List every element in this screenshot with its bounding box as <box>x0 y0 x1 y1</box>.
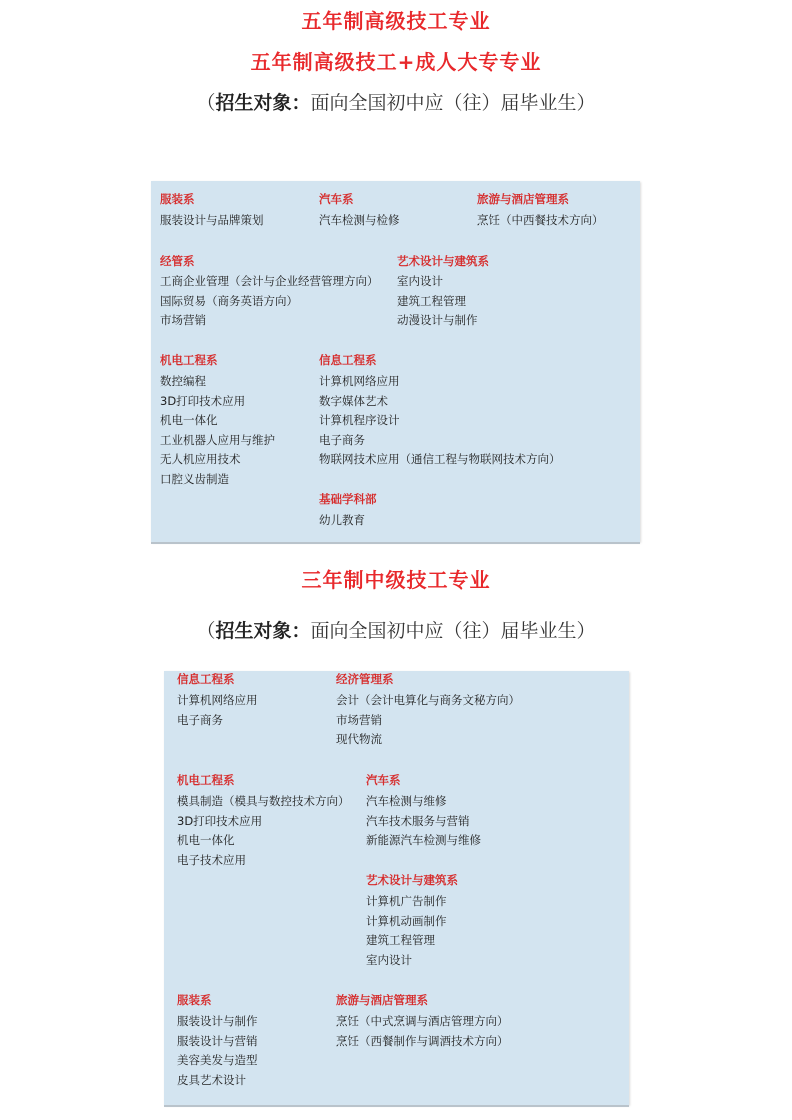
dept-basic-majors <box>319 511 365 531</box>
dept-clothing: 服装系 <box>160 192 195 206</box>
dept-mechatronics: 机电工程系 <box>160 353 218 367</box>
major-item: 计算机网络应用 <box>177 693 258 707</box>
major-item: 会计（会计电算化与商务文秘方向） <box>336 693 520 707</box>
major-item: 物联网技术应用（通信工程与物联网技术方向） <box>319 452 561 467</box>
major-item: 机电一体化 <box>160 413 218 428</box>
dept-auto-majors <box>319 211 400 231</box>
dept-management-majors <box>160 272 379 331</box>
dept-art-architecture: 艺术设计与建筑系 <box>397 254 489 268</box>
dept-mechatronics: 机电工程系 <box>177 773 235 787</box>
three-year-title: 三年制中级技工专业 <box>301 568 491 592</box>
major-item: 市场营销 <box>160 313 206 328</box>
major-item: 电子商务 <box>177 712 223 727</box>
dept-art-majors <box>397 272 478 331</box>
open-paren: （ <box>196 92 216 114</box>
enrollment-label: 招生对象： <box>215 620 311 642</box>
major-item: 数控编程 <box>160 374 206 388</box>
major-item: 汽车检测与检修 <box>319 213 400 227</box>
enrollment-target-2 <box>0 619 792 643</box>
major-item: 烹饪（中西餐技术方向） <box>477 213 604 227</box>
five-year-majors-panel <box>151 181 640 542</box>
dept-basic-subjects: 基础学科部 <box>319 492 377 506</box>
major-item: 汽车检测与维修 <box>366 794 447 808</box>
dept-info-majors <box>319 372 561 470</box>
enrollment-label: 招生对象： <box>215 92 311 114</box>
five-year-title: 五年制高级技工专业 <box>301 9 491 33</box>
major-item: 电子商务 <box>319 432 365 447</box>
major-item: 建筑工程管理 <box>397 293 466 308</box>
three-year-majors-panel <box>164 671 629 1105</box>
major-item: 计算机程序设计 <box>319 413 400 428</box>
dept-mechatronics-majors <box>160 372 275 490</box>
major-item: 计算机网络应用 <box>319 374 400 388</box>
dept-clothing-majors <box>160 211 264 231</box>
major-item: 动漫设计与制作 <box>397 313 478 328</box>
major-item: 现代物流 <box>336 732 382 747</box>
close-paren: ） <box>576 92 596 114</box>
major-item: 工商企业管理（会计与企业经营管理方向） <box>160 274 379 288</box>
major-item: 数字媒体艺术 <box>319 393 388 408</box>
major-item: 室内设计 <box>366 952 412 967</box>
major-item: 幼儿教育 <box>319 513 365 527</box>
major-item: 建筑工程管理 <box>366 933 435 948</box>
major-item: 皮具艺术设计 <box>177 1072 246 1087</box>
dept-management: 经管系 <box>160 254 195 268</box>
close-paren: ） <box>576 620 596 642</box>
major-item: 无人机应用技术 <box>160 452 241 467</box>
dept-clothing: 服装系 <box>177 993 212 1007</box>
major-item: 口腔义齿制造 <box>160 471 229 486</box>
major-item: 美容美发与造型 <box>177 1053 258 1068</box>
five-year-plus-college-title: 五年制高级技工+成人大专专业 <box>250 50 542 74</box>
major-item: 电子技术应用 <box>177 852 246 867</box>
dept-tourism-majors <box>336 1012 509 1051</box>
major-item: 3D打印技术应用 <box>177 813 263 828</box>
major-item: 计算机广告制作 <box>366 894 447 908</box>
dept-economics-majors <box>336 691 520 750</box>
major-item: 室内设计 <box>397 274 443 288</box>
dept-art-architecture: 艺术设计与建筑系 <box>366 873 458 887</box>
dept-tourism: 旅游与酒店管理系 <box>336 993 428 1007</box>
dept-auto: 汽车系 <box>319 192 354 206</box>
major-item: 烹饪（中式烹调与酒店管理方向） <box>336 1014 509 1028</box>
dept-info-majors <box>177 691 258 730</box>
major-item: 汽车技术服务与营销 <box>366 813 470 828</box>
major-item: 服装设计与营销 <box>177 1033 258 1048</box>
dept-mechatronics-majors <box>177 792 350 870</box>
major-item: 服装设计与品牌策划 <box>160 213 264 227</box>
dept-tourism: 旅游与酒店管理系 <box>477 192 569 206</box>
major-item: 模具制造（模具与数控技术方向） <box>177 794 350 808</box>
enrollment-target-1 <box>0 91 792 115</box>
dept-auto: 汽车系 <box>366 773 401 787</box>
major-item: 市场营销 <box>336 712 382 727</box>
dept-tourism-majors <box>477 211 604 231</box>
dept-info-engineering: 信息工程系 <box>177 672 235 686</box>
major-item: 工业机器人应用与维护 <box>160 432 275 447</box>
major-item: 计算机动画制作 <box>366 913 447 928</box>
major-item: 新能源汽车检测与维修 <box>366 833 481 848</box>
major-item: 机电一体化 <box>177 833 235 848</box>
dept-info-engineering: 信息工程系 <box>319 353 377 367</box>
dept-clothing-majors <box>177 1012 258 1090</box>
major-item: 国际贸易（商务英语方向） <box>160 293 298 308</box>
dept-art-majors <box>366 892 447 970</box>
open-paren: （ <box>196 620 216 642</box>
major-item: 3D打印技术应用 <box>160 393 246 408</box>
major-item: 服装设计与制作 <box>177 1014 258 1028</box>
major-item: 烹饪（西餐制作与调酒技术方向） <box>336 1033 509 1048</box>
enrollment-text: 面向全国初中应（往）届毕业生 <box>310 92 577 114</box>
enrollment-text: 面向全国初中应（往）届毕业生 <box>310 620 577 642</box>
dept-auto-majors <box>366 792 481 851</box>
dept-economics: 经济管理系 <box>336 672 394 686</box>
